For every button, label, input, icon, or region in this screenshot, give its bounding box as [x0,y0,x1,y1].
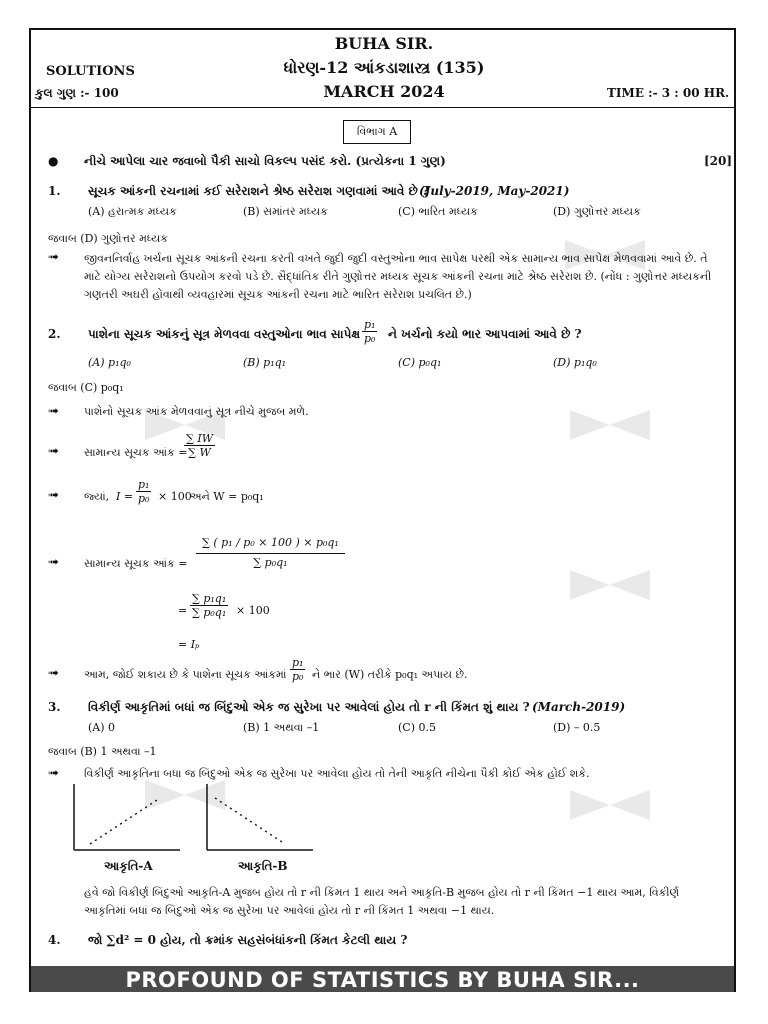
q2-text-after: ને ખર્ચનો કયો ભાર આપવામાં આવે છે ? [388,327,582,341]
q2-conclusion-den: p₀ [292,670,304,683]
q2-step6: = Iₚ [178,638,200,651]
figure-b-label: આકૃતિ-B [238,859,288,873]
q2-step2-den: ∑ W [188,446,211,459]
q2-conclusion-before: આમ, જોઈ શકાય છે કે પાશેના સૂચક આંકમાં [84,668,287,681]
q3-number: 3. [48,700,61,714]
q2-step3-where: જ્યાં, [84,490,110,503]
q2-step2-num: ∑ IW [186,432,214,445]
arrow-right-icon: ➟ [48,555,59,570]
q2-conclusion-after: ને ભાર (W) તરીકે p₀q₁ અપાય છે. [312,668,468,681]
q2-option-a: (A) p₁q₀ [88,356,131,369]
q2-number: 2. [48,327,61,341]
q3-option-a: (A) 0 [88,721,116,734]
arrow-right-icon: ➟ [48,444,59,459]
q2-step3-fraction [136,478,151,505]
q2-step3-and: અને W = p₀q₁ [190,490,264,503]
subject-title: ધોરણ-12 આંકડાશાસ્ત્ર (135) [283,58,485,77]
q2-step3-den: p₀ [138,492,150,505]
q2-conclusion-num: p₁ [292,656,304,669]
q1-option-a: (A) હરાત્મક મધ્યક [88,205,177,218]
q3-ref: (March-2019) [532,700,626,714]
q1-number: 1. [48,184,61,198]
q3-option-d: (D) – 0.5 [553,721,601,734]
arrow-right-icon: ➟ [48,666,59,681]
figure-a-label: આકૃતિ-A [104,859,153,873]
author-title: BUHA SIR. [334,34,434,53]
section-title: વિભાગ A [343,120,411,144]
q2-frac-den: p₀ [364,332,376,345]
exam-date: MARCH 2024 [323,82,445,101]
q3-explanation: હવે જો વિકીર્ણ બિંદુઓ આકૃતિ-A મુજબ હોય તો r ની કિંમત 1 થાય અને આકૃતિ-B મુજબ હોય તો r ની કિંમત −1 થાય આમ, વિકીર્ણ આકૃતિમાં બધાં જ બિંદુઓ એક જ સુરેખા પર આવેલાં હોય તો r ની કિંમત 1 અથવા −1 થાય. [84,886,680,917]
arrow-right-icon: ➟ [48,766,59,781]
q2-step4-label: સામાન્ય સૂચક આંક = [84,557,188,570]
q2-step3-i: I = [116,490,134,503]
q2-step5-den: ∑ p₀q₁ [192,606,227,619]
q1-option-d: (D) ગુણોત્તર મધ્યક [553,205,641,218]
arrow-right-icon: ➟ [48,404,59,419]
q4-text: જો ∑d² = 0 હોય, તો ક્રમાંક સહસંબંધાંકની કિંમત કેટલી થાય ? [88,933,408,947]
watermark-logo [565,560,655,610]
q2-step4-fraction [196,532,345,569]
q2-step2-label: સામાન્ય સૂચક આંક = [84,446,188,459]
q2-conclusion-fraction [290,656,305,683]
solutions-label: SOLUTIONS [46,64,135,79]
scatter-figure-b [205,782,315,854]
arrow-right-icon: ➟ [48,488,59,503]
q3-answer: જવાબ (B) 1 અથવા –1 [48,745,157,758]
section-marks: [20] [704,154,733,168]
q2-step4-num: ∑ ( p₁ / p₀ × 100 ) × p₀q₁ [196,532,345,554]
watermark-logo [565,400,655,450]
q3-option-c: (C) 0.5 [398,721,436,734]
q4-number: 4. [48,933,61,947]
q2-step4-den: ∑ p₀q₁ [253,556,288,569]
section-instruction: નીચે આપેલા ચાર જવાબો પૈકી સાચો વિકલ્પ પસંદ કરો. (પ્રત્યેકના 1 ગુણ) [84,154,446,168]
scatter-figure-a [72,782,182,854]
q2-step5-fraction [190,592,228,619]
q3-option-b: (B) 1 અથવા –1 [243,721,320,734]
q1-text: સૂચક આંકની રચનામાં કઈ સરેરાશને શ્રેષ્ઠ સરેરાશ ગણવામાં આવે છે ? [88,184,430,198]
q1-explanation: જીવનનિર્વાહ ખર્ચના સૂચક આંકની રચના કરતી વખતે જુદી જુદી વસ્તુઓના ભાવ સાપેક્ષ પરથી એક સામાન્ય ભાવ સાપેક્ષ મેળવવામાં આવે છે. તે માટે યોગ્ય સરેરાશનો ઉપયોગ કરવો પડે છે. સૈદ્ધાંતિક રીતે ગુણોત્તર મધ્યક સૂચક આંકની રચના માટે શ્રેષ્ઠ સરેરાશ છે. (નોંધ : ગુણોત્તર મધ્યકની ગણતરી અઘરી હોવાથી વ્યવહારમાં સૂચક આંકની રચના માટે ભારિત સરેરાશ પ્રચલિત છે.) [84,252,712,301]
q2-step2-fraction [184,432,215,459]
q2-step3-mult: × 100 [158,490,192,503]
q2-option-d: (D) p₁q₀ [553,356,597,369]
q1-ref: (July-2019, May-2021) [419,184,570,198]
q1-option-b: (B) સમાંતર મધ્યક [243,205,328,218]
total-marks: કુલ ગુણ :- 100 [35,86,119,100]
header-divider [31,107,734,108]
q2-fraction [362,318,377,345]
q1-answer: જવાબ (D) ગુણોત્તર મધ્યક [48,232,169,245]
watermark-logo [565,780,655,830]
time-label: TIME :- 3 : 00 HR. [607,86,730,100]
q2-step5-num: ∑ p₁q₁ [192,592,227,605]
footer-banner: PROFOUND OF STATISTICS BY BUHA SIR... [31,966,734,992]
q2-text-before: પાશેના સૂચક આંકનું સૂત્ર મેળવવા વસ્તુઓના ભાવ સાપેક્ષ [88,327,361,341]
q2-option-b: (B) p₁q₁ [243,356,287,369]
q1-option-c: (C) ભારિત મધ્યક [398,205,478,218]
q2-answer: જવાબ (C) p₀q₁ [48,381,124,394]
q3-text: વિકીર્ણ આકૃતિમાં બધાં જ બિંદુઓ એક જ સુરેખા પર આવેલાં હોય તો r ની કિંમત શું થાય ? [88,700,530,714]
q2-step1: પાશેનો સૂચક આંક મેળવવાનું સૂત્ર નીચે મુજબ મળે. [84,405,309,418]
bullet-icon: ● [48,154,59,168]
q2-frac-num: p₁ [364,318,376,331]
q2-step3-num: p₁ [138,478,150,491]
q2-step5-eq: = [178,604,188,617]
q2-step5-mult: × 100 [236,604,270,617]
arrow-right-icon: ➟ [48,250,59,265]
q2-option-c: (C) p₀q₁ [398,356,442,369]
q3-step1: વિકીર્ણ આકૃતિના બધા જ બિંદુઓ એક જ સુરેખા પર આવેલા હોય તો તેની આકૃતિ નીચેના પૈકી કોઈ એક હોઈ શકે. [84,767,590,780]
